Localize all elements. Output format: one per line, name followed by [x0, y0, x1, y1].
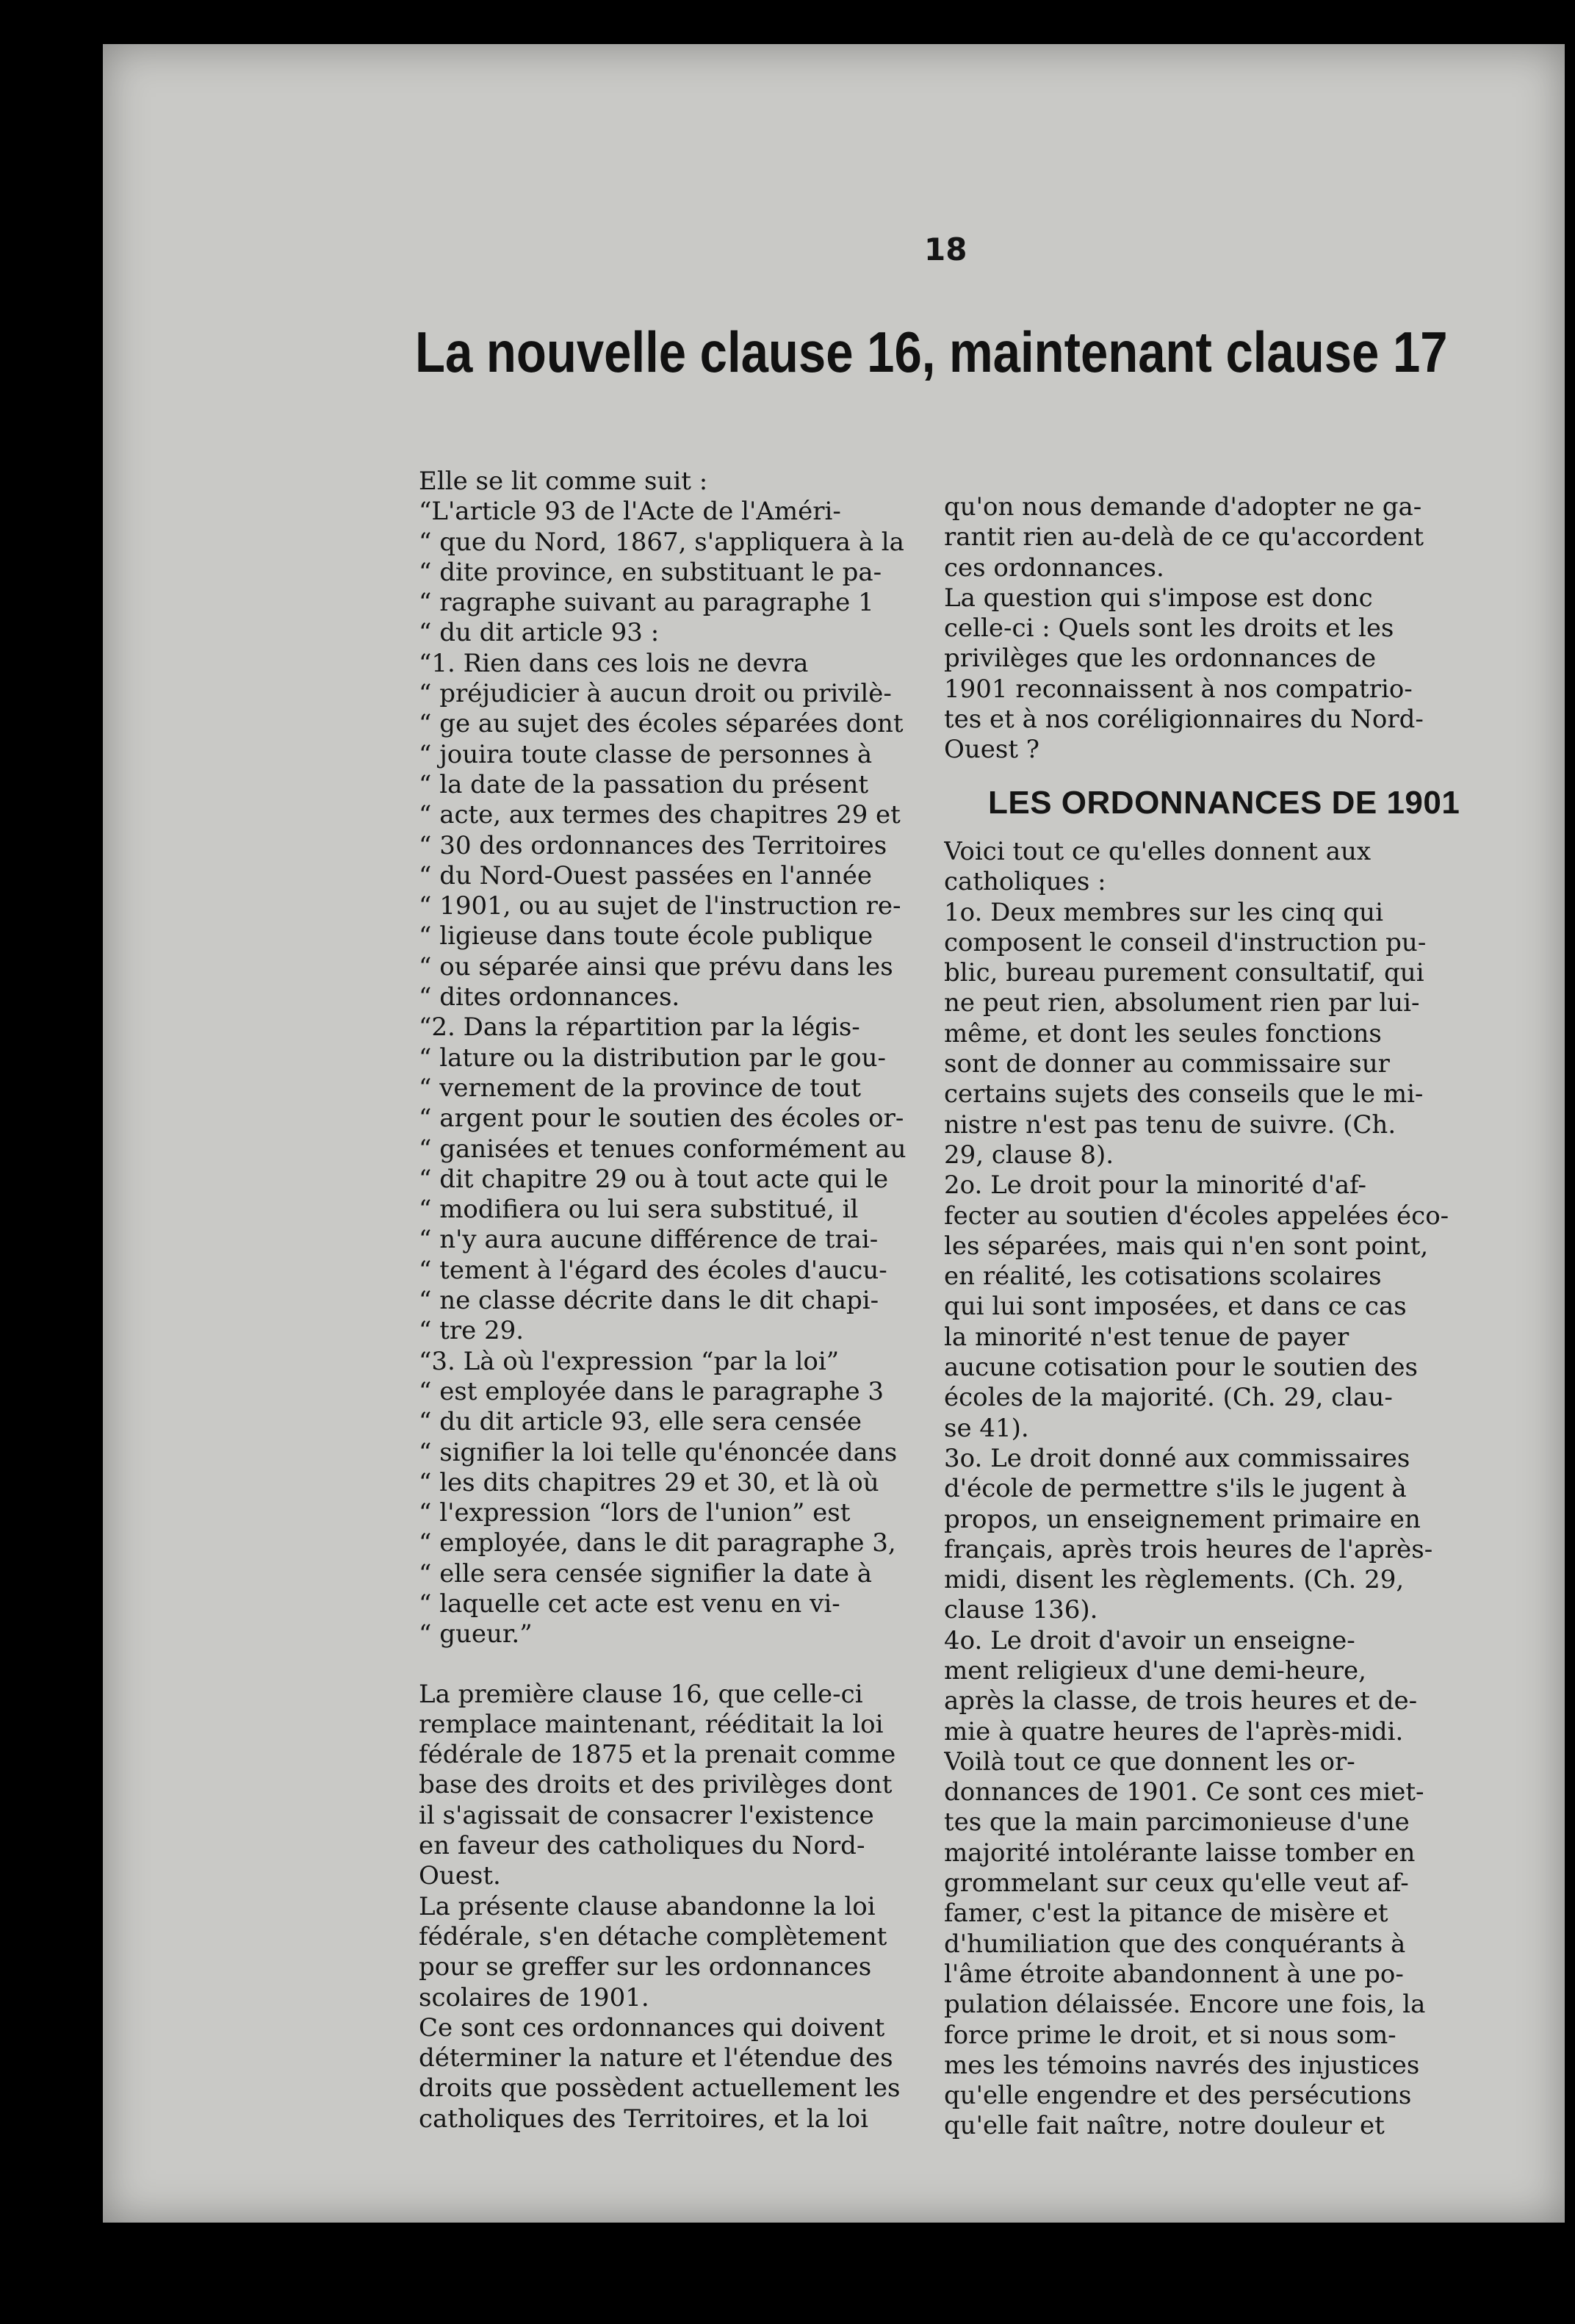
- text-line: “ ge au sujet des écoles séparées dont: [419, 709, 904, 739]
- text-line: “ dit chapitre 29 ou à tout acte qui le: [419, 1164, 889, 1194]
- text-line: “L'article 93 de l'Acte de l'Améri-: [419, 497, 841, 527]
- text-line: 1901 reconnaissent à nos compatrio-: [944, 674, 1413, 704]
- text-line: “ dite province, en substituant le pa-: [419, 557, 882, 587]
- text-line: français, après trois heures de l'après-: [944, 1534, 1433, 1564]
- text-line: “ est employée dans le paragraphe 3: [419, 1376, 884, 1406]
- text-line: scolaires de 1901.: [419, 1982, 649, 2012]
- text-line: qu'elle fait naître, notre douleur et: [944, 2111, 1385, 2141]
- right-column: [944, 492, 1565, 2142]
- text-line: se 41).: [944, 1413, 1029, 1443]
- page-title: La nouvelle clause 16, maintenant clause 17: [415, 320, 1448, 384]
- text-line: ne peut rien, absolument rien par lui-: [944, 988, 1420, 1018]
- text-line: qu'elle engendre et des persécutions: [944, 2081, 1412, 2111]
- text-line: midi, disent les règlements. (Ch. 29,: [944, 1565, 1405, 1595]
- text-line: Elle se lit comme suit :: [419, 467, 708, 496]
- text-line: “ 30 des ordonnances des Territoires: [419, 830, 887, 860]
- text-line: 29, clause 8).: [944, 1140, 1114, 1170]
- text-line: d'école de permettre s'ils le jugent à: [944, 1474, 1407, 1504]
- text-line: fecter au soutien d'écoles appelées éco-: [944, 1201, 1449, 1231]
- text-line: “ elle sera censée signifier la date à: [419, 1558, 873, 1589]
- text-line: Ce sont ces ordonnances qui doivent: [419, 2012, 885, 2043]
- text-line: “ l'expression “lors de l'union” est: [419, 1498, 851, 1528]
- text-line: mes les témoins navrés des injustices: [944, 2050, 1420, 2080]
- text-line: déterminer la nature et l'étendue des: [419, 2043, 893, 2073]
- text-line: “ les dits chapitres 29 et 30, et là où: [419, 1467, 879, 1497]
- text-line: celle-ci : Quels sont les droits et les: [944, 614, 1394, 644]
- section-heading: LES ORDONNANCES DE 1901: [988, 784, 1460, 821]
- text-line: “ vernement de la province de tout: [419, 1073, 861, 1103]
- text-line: qu'on nous demande d'adopter ne ga-: [944, 492, 1422, 522]
- text-line: donnances de 1901. Ce sont ces miet-: [944, 1777, 1424, 1807]
- text-line: “ préjudicier à aucun droit ou privilè-: [419, 679, 892, 709]
- text-line: “ modifiera ou lui sera substitué, il: [419, 1195, 859, 1225]
- text-line: “ du dit article 93, elle sera censée: [419, 1407, 862, 1437]
- text-line: “ acte, aux termes des chapitres 29 et: [419, 800, 901, 830]
- text-line: pulation délaissée. Encore une fois, la: [944, 1990, 1426, 2020]
- text-line: “ lature ou la distribution par le gou-: [419, 1043, 886, 1073]
- text-line: la minorité n'est tenue de payer: [944, 1322, 1349, 1352]
- scanned-page: [103, 44, 1565, 2223]
- text-line: d'humiliation que des conquérants à: [944, 1929, 1406, 1959]
- text-line: après la classe, de trois heures et de-: [944, 1686, 1418, 1716]
- text-line: en réalité, les cotisations scolaires: [944, 1262, 1382, 1292]
- right-column-bottom-text: [944, 837, 1565, 2142]
- text-line: “3. Là où l'expression “par la loi”: [419, 1346, 840, 1376]
- text-line: composent le conseil d'instruction pu-: [944, 927, 1427, 957]
- text-line: tes que la main parcimonieuse d'une: [944, 1807, 1410, 1838]
- text-line: pour se greffer sur les ordonnances: [419, 1952, 872, 1982]
- text-line: fédérale de 1875 et la prenait comme: [419, 1740, 896, 1770]
- text-line: remplace maintenant, rééditait la loi: [419, 1709, 884, 1739]
- text-line: base des droits et des privilèges dont: [419, 1770, 893, 1800]
- text-line: “ du dit article 93 :: [419, 618, 660, 648]
- text-line: “ laquelle cet acte est venu en vi-: [419, 1589, 840, 1619]
- text-line: La question qui s'impose est donc: [944, 583, 1373, 613]
- text-line: “2. Dans la répartition par la légis-: [419, 1012, 860, 1043]
- text-line: “ dites ordonnances.: [419, 982, 680, 1012]
- text-line: les séparées, mais qui n'en sont point,: [944, 1231, 1429, 1261]
- text-line: rantit rien au-delà de ce qu'accordent: [944, 522, 1424, 553]
- text-line: “ ligieuse dans toute école publique: [419, 921, 873, 951]
- text-line: “ argent pour le soutien des écoles or-: [419, 1104, 904, 1134]
- text-line: Voilà tout ce que donnent les or-: [944, 1746, 1355, 1777]
- text-line: La première clause 16, que celle-ci: [419, 1679, 863, 1709]
- text-line: majorité intolérante laisse tomber en: [944, 1838, 1416, 1868]
- text-line: “ du Nord-Ouest passées en l'année: [419, 860, 872, 891]
- text-line: catholiques des Territoires, et la loi: [419, 2104, 869, 2134]
- text-line: blic, bureau purement consultatif, qui: [944, 958, 1424, 988]
- text-line: qui lui sont imposées, et dans ce cas: [944, 1292, 1407, 1322]
- text-line: “1. Rien dans ces lois ne devra: [419, 648, 809, 678]
- text-line: propos, un enseignement primaire en: [944, 1504, 1421, 1534]
- text-line: 4o. Le droit d'avoir un enseigne-: [944, 1625, 1355, 1655]
- text-line: “ n'y aura aucune différence de trai-: [419, 1225, 879, 1255]
- text-line: même, et dont les seules fonctions: [944, 1018, 1382, 1048]
- text-line: “ tre 29.: [419, 1316, 525, 1346]
- text-line: La présente clause abandonne la loi: [419, 1891, 876, 1921]
- text-line: “ jouira toute classe de personnes à: [419, 739, 873, 769]
- text-line: fédérale, s'en détache complètement: [419, 1921, 887, 1951]
- text-line: “ employée, dans le dit paragraphe 3,: [419, 1528, 896, 1558]
- text-line: mie à quatre heures de l'après-midi.: [944, 1716, 1404, 1746]
- text-line: aucune cotisation pour le soutien des: [944, 1353, 1418, 1383]
- text-line: ces ordonnances.: [944, 553, 1164, 583]
- text-line: catholiques :: [944, 867, 1106, 897]
- right-column-top-text: [944, 492, 1565, 766]
- text-line: “ la date de la passation du présent: [419, 769, 869, 799]
- text-line: ment religieux d'une demi-heure,: [944, 1655, 1366, 1686]
- text-line: clause 136).: [944, 1595, 1098, 1625]
- text-line: sont de donner au commissaire sur: [944, 1049, 1390, 1079]
- text-line: certains sujets des conseils que le mi-: [944, 1079, 1424, 1109]
- text-line: “ 1901, ou au sujet de l'instruction re-: [419, 891, 901, 921]
- text-line: 2o. Le droit pour la minorité d'af-: [944, 1170, 1367, 1201]
- text-line: Voici tout ce qu'elles donnent aux: [944, 836, 1372, 866]
- text-line: force prime le droit, et si nous som-: [944, 2020, 1396, 2050]
- text-line: famer, c'est la pitance de misère et: [944, 1899, 1388, 1929]
- text-line: écoles de la majorité. (Ch. 29, clau-: [944, 1383, 1393, 1413]
- text-line: privilèges que les ordonnances de: [944, 644, 1377, 674]
- text-line: nistre n'est pas tenu de suivre. (Ch.: [944, 1109, 1396, 1140]
- text-line: 3o. Le droit donné aux commissaires: [944, 1443, 1410, 1473]
- text-line: “ ne classe décrite dans le dit chapi-: [419, 1286, 879, 1316]
- text-line: Ouest ?: [944, 735, 1040, 765]
- paragraph-gap: [419, 1650, 1006, 1680]
- text-line: Ouest.: [419, 1861, 501, 1891]
- text-line: “ signifier la loi telle qu'énoncée dans: [419, 1437, 898, 1467]
- page-number: 18: [924, 231, 967, 267]
- text-line: “ tement à l'égard des écoles d'aucu-: [419, 1255, 887, 1285]
- text-line: grommelant sur ceux qu'elle veut af-: [944, 1868, 1409, 1899]
- left-column: [419, 467, 1006, 2134]
- text-line: il s'agissait de consacrer l'existence: [419, 1800, 874, 1830]
- text-line: “ gueur.”: [419, 1619, 533, 1650]
- text-line: “ ganisées et tenues conformément au: [419, 1134, 907, 1164]
- text-line: l'âme étroite abandonnent à une po-: [944, 1959, 1404, 1989]
- text-line: tes et à nos coréligionnaires du Nord-: [944, 705, 1424, 735]
- text-line: “ ragraphe suivant au paragraphe 1: [419, 588, 874, 618]
- text-line: 1o. Deux membres sur les cinq qui: [944, 897, 1383, 927]
- text-line: “ que du Nord, 1867, s'appliquera à la: [419, 527, 904, 557]
- text-line: “ ou séparée ainsi que prévu dans les: [419, 951, 893, 982]
- text-line: en faveur des catholiques du Nord-: [419, 1831, 865, 1861]
- text-line: droits que possèdent actuellement les: [419, 2073, 901, 2104]
